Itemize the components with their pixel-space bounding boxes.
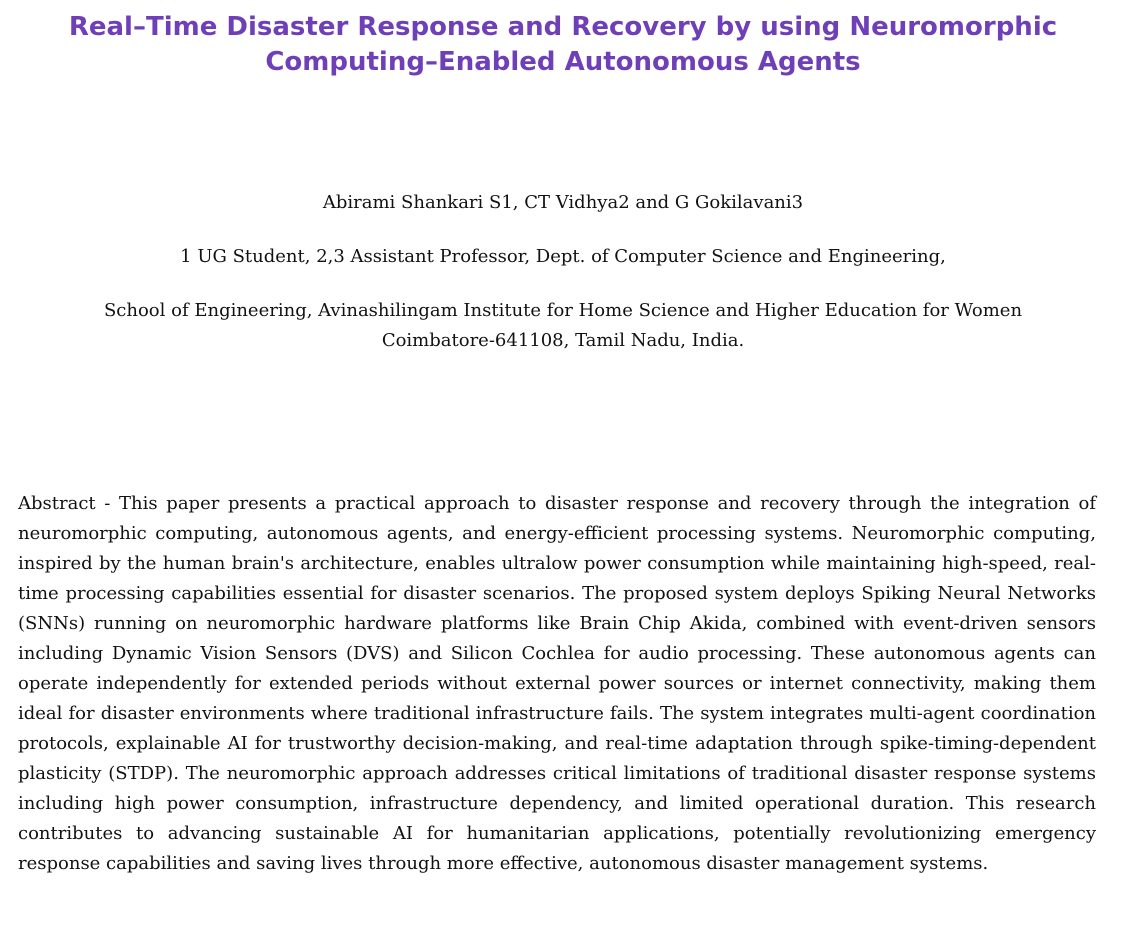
affiliation-line: Coimbatore-641108, Tamil Nadu, India. (381, 330, 745, 351)
author-list: Abirami Shankari S1, CT Vidhya2 and G Gokilavani3 (322, 192, 804, 213)
affiliation-line: 1 UG Student, 2,3 Assistant Professor, Dept. of Computer Science and Engineering, (180, 246, 946, 267)
paper-title: Real–Time Disaster Response and Recovery by using Neuromorphic Computing–Enabled Autonomous Agents (68, 12, 1058, 77)
abstract-paragraph: Abstract - This paper presents a practical approach to disaster response and recovery through the integration of neuromorphic computing, autonomous agents, and energy-efficient processing systems. Neuromorphic computing, inspired by the human brain's architecture, enables ultralow power consumption while maintaining high-speed, real-time processing capabilities essential for disaster scenarios. The proposed system deploys Spiking Neural Networks (SNNs) running on neuromorphic hardware platforms like Brain Chip Akida, combined with event-driven sensors including Dynamic Vision Sensors (DVS) and Silicon Cochlea for audio processing. These autonomous agents can operate independently for extended periods without external power sources or internet connectivity, making them ideal for disaster environments where traditional infrastructure fails. The system integrates multi-agent coordination protocols, explainable AI for trustworthy decision-making, and real-time adaptation through spike-timing-dependent plasticity (STDP). The neuromorphic approach addresses critical limitations of traditional disaster response systems including high power consumption, infrastructure dependency, and limited operational duration. This research contributes to advancing sustainable AI for humanitarian applications, potentially revolutionizing emergency response capabilities and saving lives through more effective, autonomous disaster management systems. (18, 493, 1096, 874)
affiliation-line: School of Engineering, Avinashilingam Institute for Home Science and Higher Education for Women (103, 300, 1023, 321)
